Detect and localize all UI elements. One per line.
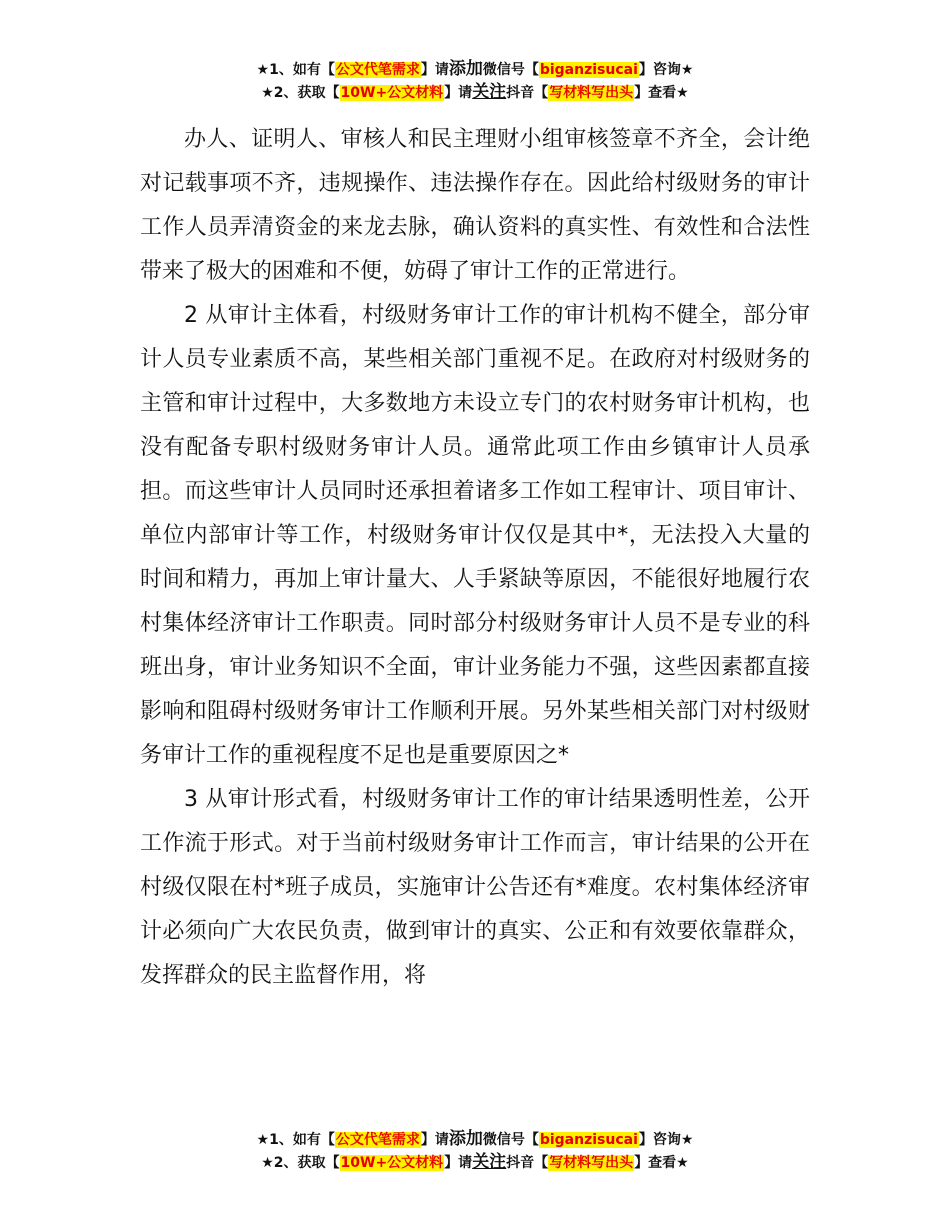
banner-text: 】请	[420, 1132, 449, 1148]
banner-text: 】请	[420, 62, 449, 78]
banner-text: ★1、如有【	[256, 62, 335, 78]
highlight-service: 公文代笔需求	[335, 1132, 420, 1148]
banner-text: 】查看★	[634, 1155, 689, 1171]
header-banner	[0, 58, 950, 104]
banner-text: ★2、获取【	[261, 1155, 340, 1171]
highlight-wechat-id: biganzisucai	[539, 62, 638, 78]
banner-text: 】咨询★	[638, 62, 694, 78]
highlight-service: 公文代笔需求	[335, 62, 420, 78]
banner-text: ★2、获取【	[261, 85, 340, 101]
banner-underline: 关注	[472, 1152, 507, 1172]
highlight-materials: 10W+公文材料	[340, 1155, 444, 1171]
highlight-materials: 10W+公文材料	[340, 85, 444, 101]
paragraph: 办人、证明人、审核人和民主理财小组审核签章不齐全，会计绝对记载事项不齐，违规操作、违法操作存在。因此给村级财务的审计工作人员弄清资金的来龙去脉，确认资料的真实性、有效性和合法性带来了极大的困难和不便，妨碍了审计工作的正常进行。	[140, 127, 810, 284]
banner-line-1	[0, 58, 950, 81]
banner-text: 微信号【	[482, 62, 539, 78]
paragraph: 3 从审计形式看，村级财务审计工作的审计结果透明性差，公开工作流于形式。对于当前村级财务审计工作而言，审计结果的公开在村级仅限在村*班子成员，实施审计公告还有*难度。农村集体经济审计必须向广大农民负责，做到审计的真实、公正和有效要依靠群众，发挥群众的民主监督作用，将	[140, 787, 810, 988]
banner-underline: 关注	[472, 82, 507, 102]
highlight-douyin: 写材料写出头	[549, 85, 634, 101]
highlight-wechat-id: biganzisucai	[539, 1132, 638, 1148]
banner-text: 】咨询★	[638, 1132, 694, 1148]
banner-line-2	[0, 1151, 950, 1174]
banner-text: 】请	[444, 1155, 473, 1171]
document-body	[140, 118, 810, 998]
banner-text: 抖音【	[506, 1155, 549, 1171]
paragraph: 2 从审计主体看，村级财务审计工作的审计机构不健全，部分审计人员专业素质不高，某些相关部门重视不足。在政府对村级财务的主管和审计过程中，大多数地方未设立专门的农村财务审计机构，也没有配备专职村级财务审计人员。通常此项工作由乡镇审计人员承担。而这些审计人员同时还承担着诸多工作如工程审计、项目审计、单位内部审计等工作，村级财务审计仅仅是其中*，无法投入大量的时间和精力，再加上审计量大、人手紧缺等原因，不能很好地履行农村集体经济审计工作职责。同时部分村级财务审计人员不是专业的科班出身，审计业务知识不全面，审计业务能力不强，这些因素都直接影响和阻碍村级财务审计工作顺利开展。另外某些相关部门对村级财务审计工作的重视程度不足也是重要原因之*	[140, 303, 810, 768]
banner-emphasis: 添加	[448, 1129, 483, 1149]
banner-line-1	[0, 1128, 950, 1151]
highlight-douyin: 写材料写出头	[549, 1155, 634, 1171]
banner-emphasis: 添加	[448, 59, 483, 79]
banner-text: 】请	[444, 85, 473, 101]
banner-text: 微信号【	[482, 1132, 539, 1148]
banner-text: ★1、如有【	[256, 1132, 335, 1148]
banner-text: 】查看★	[634, 85, 689, 101]
banner-line-2	[0, 81, 950, 104]
footer-banner	[0, 1128, 950, 1174]
banner-text: 抖音【	[506, 85, 549, 101]
